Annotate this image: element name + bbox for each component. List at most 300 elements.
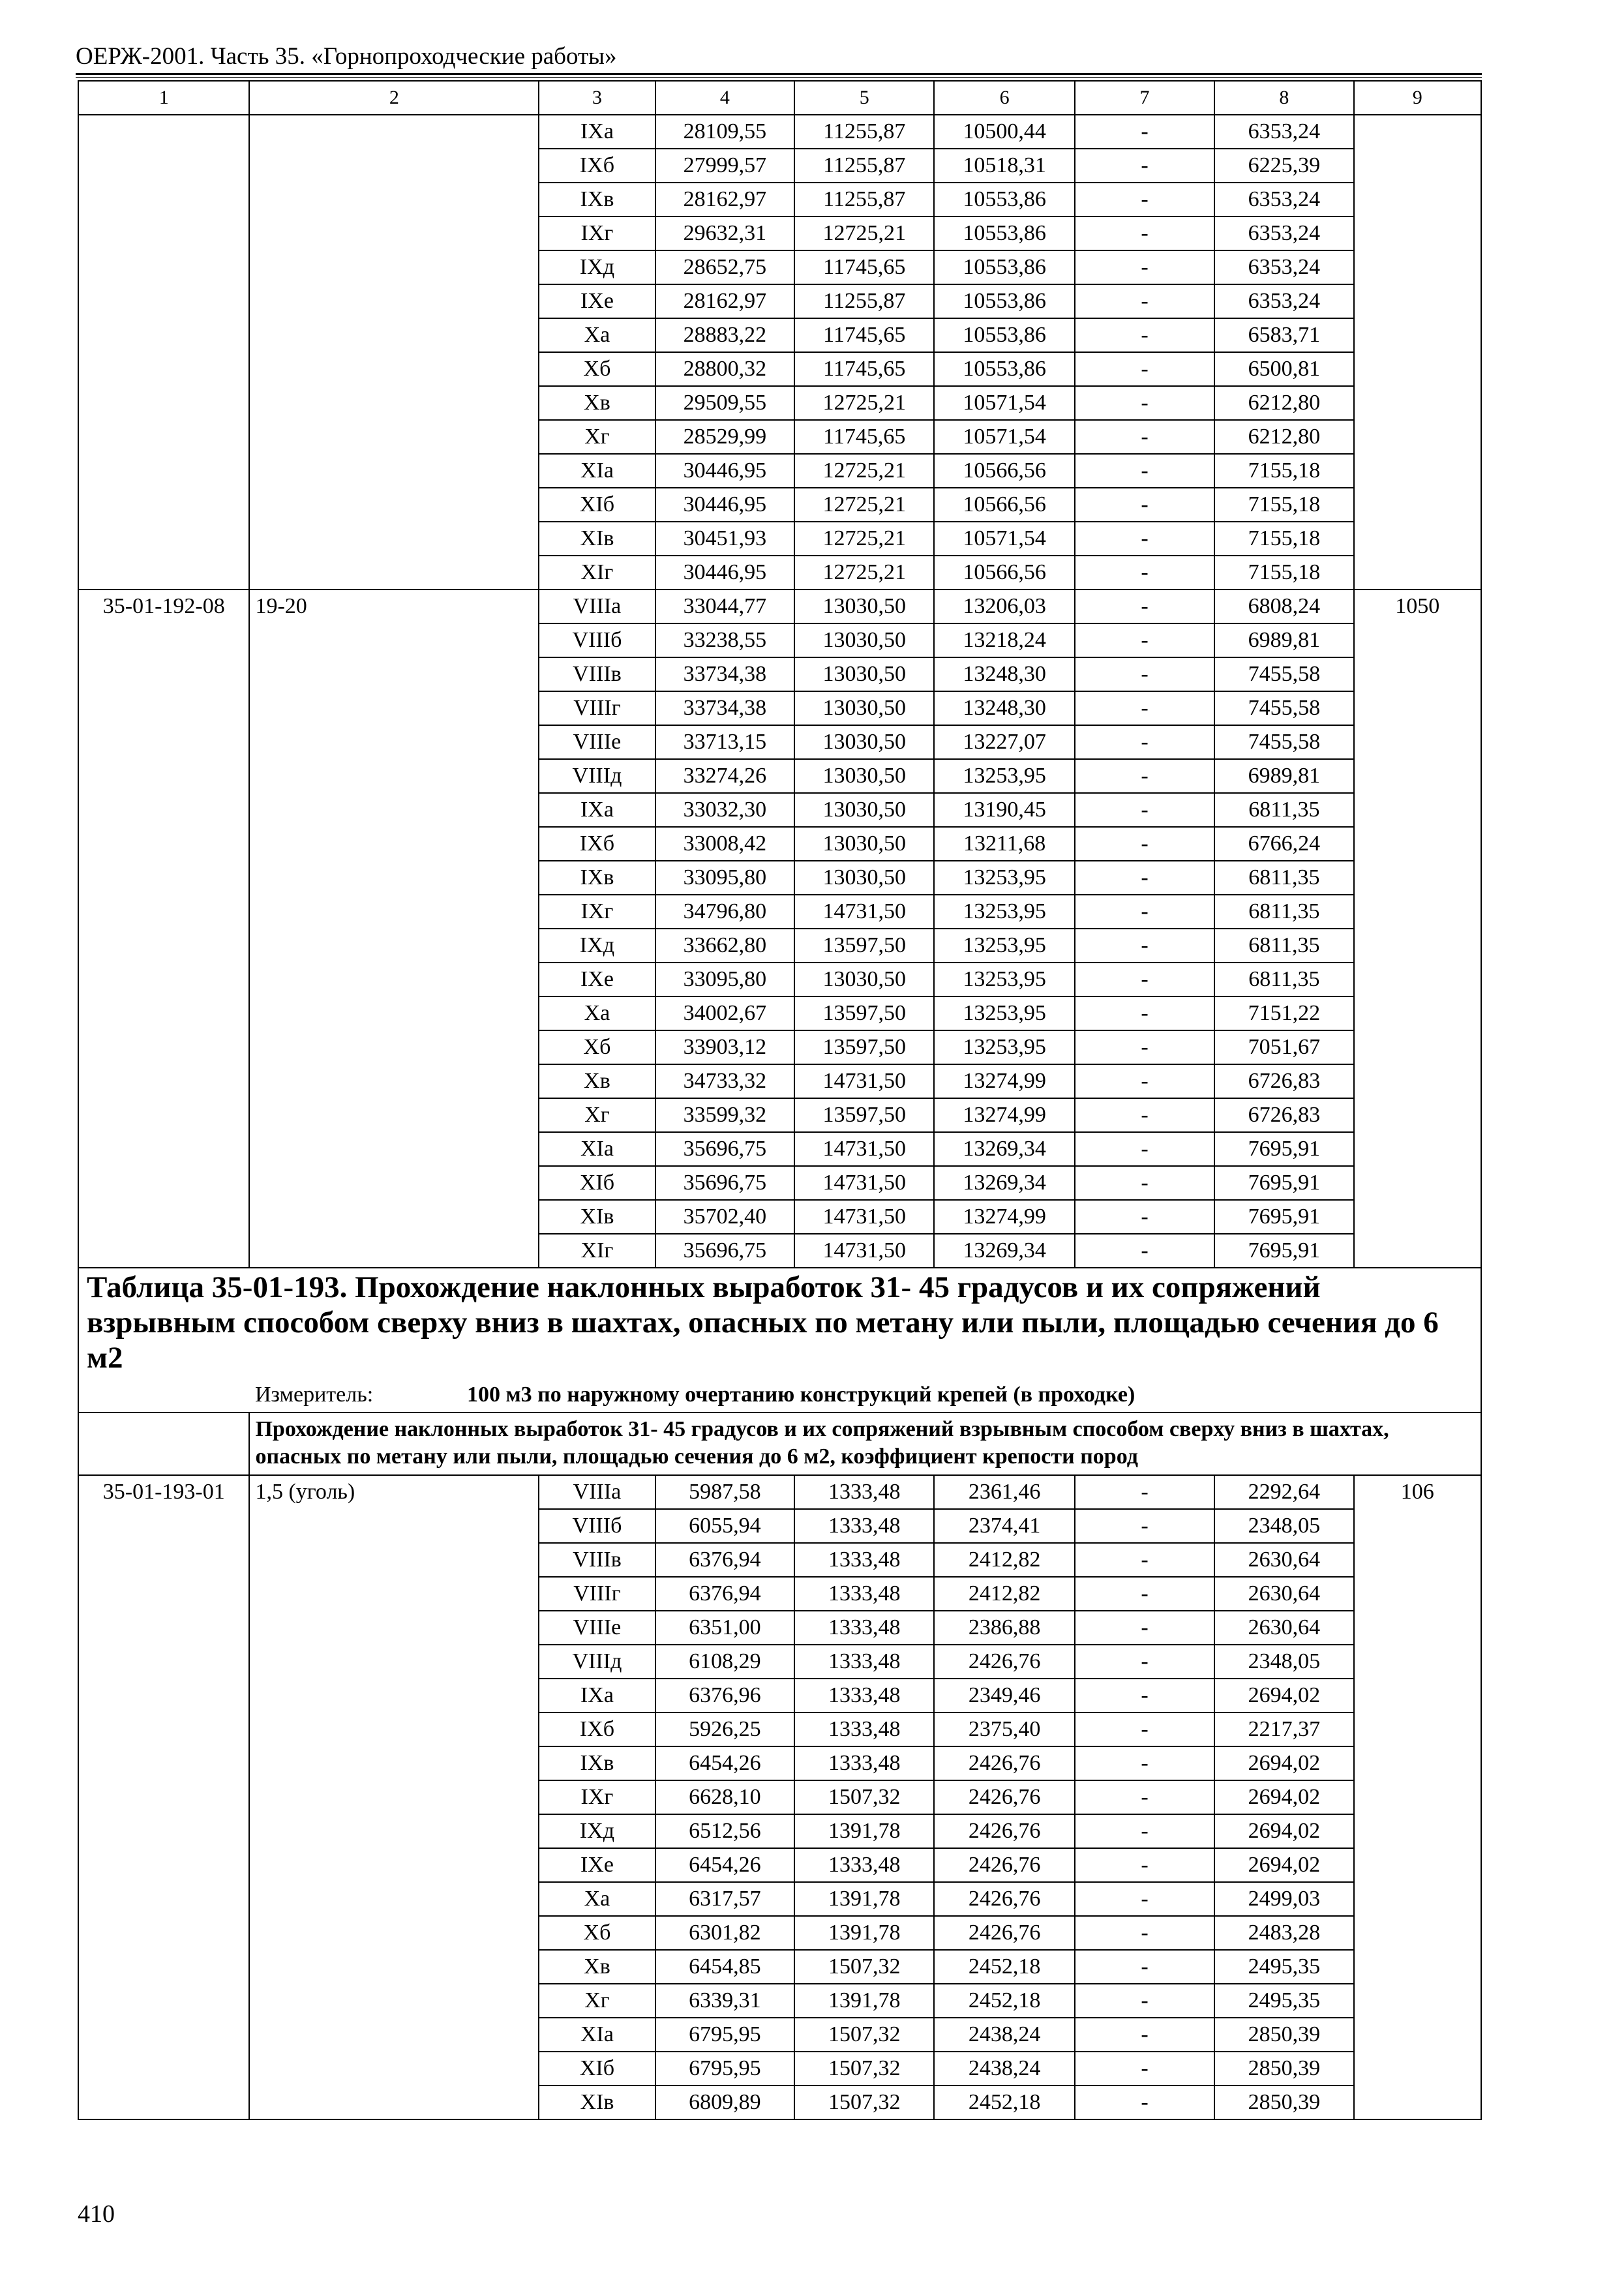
value-cell: 13253,95: [934, 759, 1074, 793]
value-cell: 13030,50: [794, 623, 934, 657]
table-body: [78, 81, 1481, 2119]
value-cell: 2426,76: [934, 1848, 1074, 1882]
value-cell: -: [1075, 929, 1214, 963]
empty-cell: [78, 1413, 249, 1475]
value-cell: 1333,48: [794, 1509, 934, 1543]
value-cell: 13253,95: [934, 963, 1074, 996]
value-cell: -: [1075, 284, 1214, 318]
value-cell: 7695,91: [1214, 1234, 1353, 1268]
value-cell: 2483,28: [1214, 1916, 1353, 1950]
value-cell: 11745,65: [794, 318, 934, 352]
value-cell: 1507,32: [794, 2086, 934, 2119]
value-cell: -: [1075, 996, 1214, 1030]
value-cell: 2694,02: [1214, 1848, 1353, 1882]
value-cell: 2348,05: [1214, 1509, 1353, 1543]
value-cell: 6811,35: [1214, 793, 1353, 827]
value-cell: -: [1075, 556, 1214, 590]
column-header: 7: [1075, 81, 1214, 115]
category-cell: IХд: [539, 929, 655, 963]
value-cell: 13030,50: [794, 657, 934, 691]
value-cell: 14731,50: [794, 895, 934, 929]
value-cell: 13597,50: [794, 1030, 934, 1064]
value-cell: -: [1075, 1713, 1214, 1746]
category-cell: ХIб: [539, 488, 655, 522]
value-cell: 28162,97: [655, 183, 794, 217]
value-cell: 6376,96: [655, 1679, 794, 1713]
value-cell: 6811,35: [1214, 963, 1353, 996]
value-cell: 10518,31: [934, 149, 1074, 183]
table-row: [78, 590, 1481, 623]
value-cell: 33032,30: [655, 793, 794, 827]
value-cell: 33274,26: [655, 759, 794, 793]
value-cell: 6454,26: [655, 1848, 794, 1882]
value-cell: 13253,95: [934, 929, 1074, 963]
value-cell: 6317,57: [655, 1882, 794, 1916]
column-header: 2: [249, 81, 539, 115]
category-cell: Ха: [539, 318, 655, 352]
value-cell: 14731,50: [794, 1234, 934, 1268]
value-cell: 13211,68: [934, 827, 1074, 861]
value-cell: 1333,48: [794, 1848, 934, 1882]
value-cell: 13597,50: [794, 1098, 934, 1132]
value-cell: 2426,76: [934, 1746, 1074, 1780]
category-cell: VIIIе: [539, 1611, 655, 1645]
value-cell: -: [1075, 1132, 1214, 1166]
category-cell: Хб: [539, 1916, 655, 1950]
category-cell: Хг: [539, 1098, 655, 1132]
value-cell: 1333,48: [794, 1475, 934, 1509]
value-cell: 7455,58: [1214, 691, 1353, 725]
category-cell: ХIб: [539, 1166, 655, 1200]
category-cell: ХIа: [539, 2018, 655, 2052]
value-cell: -: [1075, 386, 1214, 420]
value-cell: -: [1075, 1234, 1214, 1268]
column-header: 4: [655, 81, 794, 115]
value-cell: 33734,38: [655, 657, 794, 691]
column-header: 3: [539, 81, 655, 115]
value-cell: -: [1075, 1679, 1214, 1713]
value-cell: 13253,95: [934, 895, 1074, 929]
value-cell: 2375,40: [934, 1713, 1074, 1746]
category-cell: ХIв: [539, 522, 655, 556]
value-cell: 6808,24: [1214, 590, 1353, 623]
value-cell: 2349,46: [934, 1679, 1074, 1713]
category-cell: Хв: [539, 386, 655, 420]
value-cell: -: [1075, 759, 1214, 793]
column-header: 8: [1214, 81, 1353, 115]
value-cell: 1391,78: [794, 1916, 934, 1950]
value-cell: 13030,50: [794, 725, 934, 759]
value-cell: -: [1075, 691, 1214, 725]
category-cell: VIIIд: [539, 1645, 655, 1679]
column-header: 5: [794, 81, 934, 115]
category-cell: VIIIа: [539, 590, 655, 623]
value-cell: 6809,89: [655, 2086, 794, 2119]
value-cell: 13597,50: [794, 929, 934, 963]
category-cell: IХв: [539, 183, 655, 217]
value-cell: 1333,48: [794, 1543, 934, 1577]
value-cell: 13248,30: [934, 657, 1074, 691]
value-cell: 10571,54: [934, 522, 1074, 556]
value-cell: 10571,54: [934, 420, 1074, 454]
value-cell: 12725,21: [794, 522, 934, 556]
value-cell: -: [1075, 217, 1214, 250]
value-cell: -: [1075, 1064, 1214, 1098]
value-cell: 10566,56: [934, 454, 1074, 488]
value-cell: 30446,95: [655, 488, 794, 522]
value-cell: 1507,32: [794, 1950, 934, 1984]
column-header: 1: [78, 81, 249, 115]
value-cell: 5926,25: [655, 1713, 794, 1746]
value-cell: 34733,32: [655, 1064, 794, 1098]
category-cell: IХе: [539, 963, 655, 996]
value-cell: 11255,87: [794, 149, 934, 183]
value-cell: 13030,50: [794, 759, 934, 793]
value-cell: 35696,75: [655, 1234, 794, 1268]
value-cell: -: [1075, 1577, 1214, 1611]
value-cell: -: [1075, 115, 1214, 149]
value-cell: 33008,42: [655, 827, 794, 861]
category-cell: ХIа: [539, 1132, 655, 1166]
value-cell: -: [1075, 1098, 1214, 1132]
value-cell: 13248,30: [934, 691, 1074, 725]
value-cell: 35702,40: [655, 1200, 794, 1234]
value-cell: 6376,94: [655, 1577, 794, 1611]
value-cell: 2850,39: [1214, 2018, 1353, 2052]
value-cell: 28883,22: [655, 318, 794, 352]
value-cell: 6795,95: [655, 2018, 794, 2052]
value-cell: 2348,05: [1214, 1645, 1353, 1679]
value-cell: 7155,18: [1214, 556, 1353, 590]
value-cell: -: [1075, 793, 1214, 827]
value-cell: -: [1075, 420, 1214, 454]
value-cell: 13030,50: [794, 963, 934, 996]
value-cell: 2452,18: [934, 2086, 1074, 2119]
table-row: [78, 115, 1481, 149]
value-cell: 2374,41: [934, 1509, 1074, 1543]
value-cell: 6628,10: [655, 1780, 794, 1814]
value-cell: 6376,94: [655, 1543, 794, 1577]
value-cell: 28652,75: [655, 250, 794, 284]
value-cell: 13030,50: [794, 590, 934, 623]
value-cell: -: [1075, 1780, 1214, 1814]
category-cell: ХIг: [539, 556, 655, 590]
value-cell: 13269,34: [934, 1234, 1074, 1268]
value-cell: 34796,80: [655, 895, 794, 929]
value-cell: 2426,76: [934, 1814, 1074, 1848]
value-cell: -: [1075, 657, 1214, 691]
column-header-row: [78, 81, 1481, 115]
value-cell: 12725,21: [794, 488, 934, 522]
value-cell: 33903,12: [655, 1030, 794, 1064]
value-cell: 1507,32: [794, 1780, 934, 1814]
category-cell: ХIв: [539, 1200, 655, 1234]
value-cell: 2426,76: [934, 1645, 1074, 1679]
value-cell: 7695,91: [1214, 1200, 1353, 1234]
value-cell: 11255,87: [794, 115, 934, 149]
category-cell: Хв: [539, 1064, 655, 1098]
value-cell: 11745,65: [794, 420, 934, 454]
category-cell: VIIIб: [539, 1509, 655, 1543]
category-cell: IХг: [539, 895, 655, 929]
value-cell: 6500,81: [1214, 352, 1353, 386]
section-subtitle: Прохождение наклонных выработок 31- 45 градусов и их сопряжений взрывным способом сверху вниз в шахтах, опасных по метану или пыли, площадью сечения до 6 м2, коэффициент крепости пород: [249, 1413, 1481, 1475]
value-cell: 30446,95: [655, 556, 794, 590]
value-cell: 13030,50: [794, 691, 934, 725]
value-cell: 12725,21: [794, 556, 934, 590]
value-cell: 10500,44: [934, 115, 1074, 149]
value-cell: -: [1075, 1814, 1214, 1848]
value-cell: 2412,82: [934, 1577, 1074, 1611]
value-cell: 6212,80: [1214, 386, 1353, 420]
value-cell: 1333,48: [794, 1746, 934, 1780]
value-cell: 6583,71: [1214, 318, 1353, 352]
value-cell: 2361,46: [934, 1475, 1074, 1509]
value-cell: 7051,67: [1214, 1030, 1353, 1064]
value-cell: -: [1075, 1746, 1214, 1780]
category-cell: Хг: [539, 420, 655, 454]
value-cell: 6353,24: [1214, 183, 1353, 217]
value-cell: 2386,88: [934, 1611, 1074, 1645]
value-cell: 1391,78: [794, 1814, 934, 1848]
value-cell: 6989,81: [1214, 759, 1353, 793]
value-cell: 13274,99: [934, 1064, 1074, 1098]
value-cell: 13218,24: [934, 623, 1074, 657]
value-cell: 10553,86: [934, 250, 1074, 284]
category-cell: Ха: [539, 996, 655, 1030]
value-cell: 6726,83: [1214, 1064, 1353, 1098]
table-row: [78, 1475, 1481, 1509]
value-cell: 2426,76: [934, 1916, 1074, 1950]
value-cell: -: [1075, 352, 1214, 386]
value-cell: -: [1075, 2086, 1214, 2119]
category-cell: ХIг: [539, 1234, 655, 1268]
value-cell: 6212,80: [1214, 420, 1353, 454]
category-cell: VIIIб: [539, 623, 655, 657]
value-cell: -: [1075, 1475, 1214, 1509]
category-cell: VIIIг: [539, 691, 655, 725]
value-cell: 2495,35: [1214, 1984, 1353, 2018]
value-cell: -: [1075, 895, 1214, 929]
category-cell: IХе: [539, 284, 655, 318]
value-cell: 6353,24: [1214, 250, 1353, 284]
category-cell: Хг: [539, 1984, 655, 2018]
value-cell: 33095,80: [655, 861, 794, 895]
value-cell: 11745,65: [794, 250, 934, 284]
value-cell: 6454,85: [655, 1950, 794, 1984]
value-cell: 7695,91: [1214, 1132, 1353, 1166]
column-header: 9: [1354, 81, 1481, 115]
value-cell: 1333,48: [794, 1679, 934, 1713]
value-cell: 14731,50: [794, 1064, 934, 1098]
rate-code-cell: 35-01-193-01: [78, 1475, 249, 2119]
category-cell: VIIIа: [539, 1475, 655, 1509]
value-cell: 2694,02: [1214, 1679, 1353, 1713]
value-cell: 7455,58: [1214, 657, 1353, 691]
value-cell: 2452,18: [934, 1984, 1074, 2018]
category-cell: IХг: [539, 1780, 655, 1814]
value-cell: 11745,65: [794, 352, 934, 386]
value-cell: 28109,55: [655, 115, 794, 149]
value-cell: -: [1075, 1030, 1214, 1064]
value-cell: 11255,87: [794, 183, 934, 217]
value-cell: 6989,81: [1214, 623, 1353, 657]
category-cell: VIIIд: [539, 759, 655, 793]
value-cell: -: [1075, 1611, 1214, 1645]
value-cell: -: [1075, 1950, 1214, 1984]
value-cell: 12725,21: [794, 386, 934, 420]
category-cell: VIIIг: [539, 1577, 655, 1611]
value-cell: 13269,34: [934, 1132, 1074, 1166]
value-cell: 2694,02: [1214, 1746, 1353, 1780]
value-cell: -: [1075, 963, 1214, 996]
value-cell: 34002,67: [655, 996, 794, 1030]
value-cell: 10566,56: [934, 556, 1074, 590]
page-number: 410: [78, 2200, 115, 2228]
value-cell: 35696,75: [655, 1132, 794, 1166]
category-cell: Хб: [539, 1030, 655, 1064]
value-cell: 13030,50: [794, 827, 934, 861]
value-cell: 14731,50: [794, 1132, 934, 1166]
category-cell: ХIа: [539, 454, 655, 488]
value-cell: -: [1075, 318, 1214, 352]
value-cell: 33734,38: [655, 691, 794, 725]
value-cell: 2426,76: [934, 1882, 1074, 1916]
value-cell: -: [1075, 1984, 1214, 2018]
value-cell: -: [1075, 590, 1214, 623]
section-subtitle-row: [78, 1413, 1481, 1475]
value-cell: 12725,21: [794, 217, 934, 250]
category-cell: IХе: [539, 1848, 655, 1882]
category-cell: Хв: [539, 1950, 655, 1984]
value-cell: 5987,58: [655, 1475, 794, 1509]
value-cell: -: [1075, 149, 1214, 183]
value-cell: 6795,95: [655, 2052, 794, 2086]
value-cell: 2499,03: [1214, 1882, 1353, 1916]
value-cell: 7151,22: [1214, 996, 1353, 1030]
category-cell: Хб: [539, 352, 655, 386]
column-header: 6: [934, 81, 1074, 115]
quantity-cell: 1050: [1354, 590, 1481, 1268]
value-cell: -: [1075, 454, 1214, 488]
value-cell: 13253,95: [934, 861, 1074, 895]
value-cell: 2630,64: [1214, 1577, 1353, 1611]
rate-code-cell: [78, 115, 249, 590]
value-cell: -: [1075, 522, 1214, 556]
value-cell: 2630,64: [1214, 1543, 1353, 1577]
category-cell: ХIв: [539, 2086, 655, 2119]
value-cell: 2694,02: [1214, 1814, 1353, 1848]
section-title-cell: [78, 1268, 1481, 1413]
value-cell: -: [1075, 1848, 1214, 1882]
category-cell: VIIIв: [539, 657, 655, 691]
value-cell: 6512,56: [655, 1814, 794, 1848]
rates-table: [78, 80, 1482, 2120]
value-cell: -: [1075, 1543, 1214, 1577]
meter-row: [87, 1382, 1473, 1408]
value-cell: -: [1075, 623, 1214, 657]
value-cell: 30451,93: [655, 522, 794, 556]
value-cell: 14731,50: [794, 1200, 934, 1234]
value-cell: 28800,32: [655, 352, 794, 386]
value-cell: 6726,83: [1214, 1098, 1353, 1132]
value-cell: 28529,99: [655, 420, 794, 454]
value-cell: 1333,48: [794, 1611, 934, 1645]
value-cell: 2452,18: [934, 1950, 1074, 1984]
rate-code-cell: 35-01-192-08: [78, 590, 249, 1268]
value-cell: 13190,45: [934, 793, 1074, 827]
value-cell: 33044,77: [655, 590, 794, 623]
value-cell: 7455,58: [1214, 725, 1353, 759]
value-cell: 10553,86: [934, 183, 1074, 217]
category-cell: IХд: [539, 250, 655, 284]
value-cell: 6353,24: [1214, 115, 1353, 149]
value-cell: 13274,99: [934, 1098, 1074, 1132]
value-cell: 6811,35: [1214, 861, 1353, 895]
value-cell: -: [1075, 488, 1214, 522]
value-cell: 13253,95: [934, 1030, 1074, 1064]
parameter-cell: [249, 115, 539, 590]
category-cell: VIIIв: [539, 1543, 655, 1577]
value-cell: 35696,75: [655, 1166, 794, 1200]
value-cell: 29632,31: [655, 217, 794, 250]
category-cell: IХв: [539, 1746, 655, 1780]
page-header: ОЕРЖ-2001. Часть 35. «Горнопроходческие работы»: [76, 43, 617, 70]
value-cell: 2438,24: [934, 2052, 1074, 2086]
value-cell: -: [1075, 2052, 1214, 2086]
value-cell: 10553,86: [934, 352, 1074, 386]
value-cell: 13206,03: [934, 590, 1074, 623]
value-cell: 6055,94: [655, 1509, 794, 1543]
value-cell: 13269,34: [934, 1166, 1074, 1200]
value-cell: 13274,99: [934, 1200, 1074, 1234]
value-cell: 13253,95: [934, 996, 1074, 1030]
header-rule: [76, 73, 1482, 75]
value-cell: 14731,50: [794, 1166, 934, 1200]
value-cell: -: [1075, 1509, 1214, 1543]
value-cell: 2850,39: [1214, 2086, 1353, 2119]
value-cell: 2438,24: [934, 2018, 1074, 2052]
value-cell: 1391,78: [794, 1882, 934, 1916]
value-cell: 27999,57: [655, 149, 794, 183]
value-cell: -: [1075, 183, 1214, 217]
value-cell: -: [1075, 1645, 1214, 1679]
value-cell: 33713,15: [655, 725, 794, 759]
value-cell: 6454,26: [655, 1746, 794, 1780]
value-cell: 6339,31: [655, 1984, 794, 2018]
value-cell: 1333,48: [794, 1713, 934, 1746]
category-cell: IХб: [539, 827, 655, 861]
value-cell: 10553,86: [934, 318, 1074, 352]
value-cell: 7155,18: [1214, 454, 1353, 488]
value-cell: 2694,02: [1214, 1780, 1353, 1814]
category-cell: IХа: [539, 1679, 655, 1713]
quantity-cell: [1354, 115, 1481, 590]
value-cell: 10566,56: [934, 488, 1074, 522]
value-cell: 33599,32: [655, 1098, 794, 1132]
value-cell: -: [1075, 861, 1214, 895]
value-cell: 1333,48: [794, 1577, 934, 1611]
value-cell: 1507,32: [794, 2052, 934, 2086]
value-cell: -: [1075, 1166, 1214, 1200]
category-cell: VIIIе: [539, 725, 655, 759]
value-cell: 12725,21: [794, 454, 934, 488]
value-cell: -: [1075, 1200, 1214, 1234]
value-cell: 2292,64: [1214, 1475, 1353, 1509]
quantity-cell: 106: [1354, 1475, 1481, 2119]
value-cell: 2495,35: [1214, 1950, 1353, 1984]
value-cell: -: [1075, 250, 1214, 284]
